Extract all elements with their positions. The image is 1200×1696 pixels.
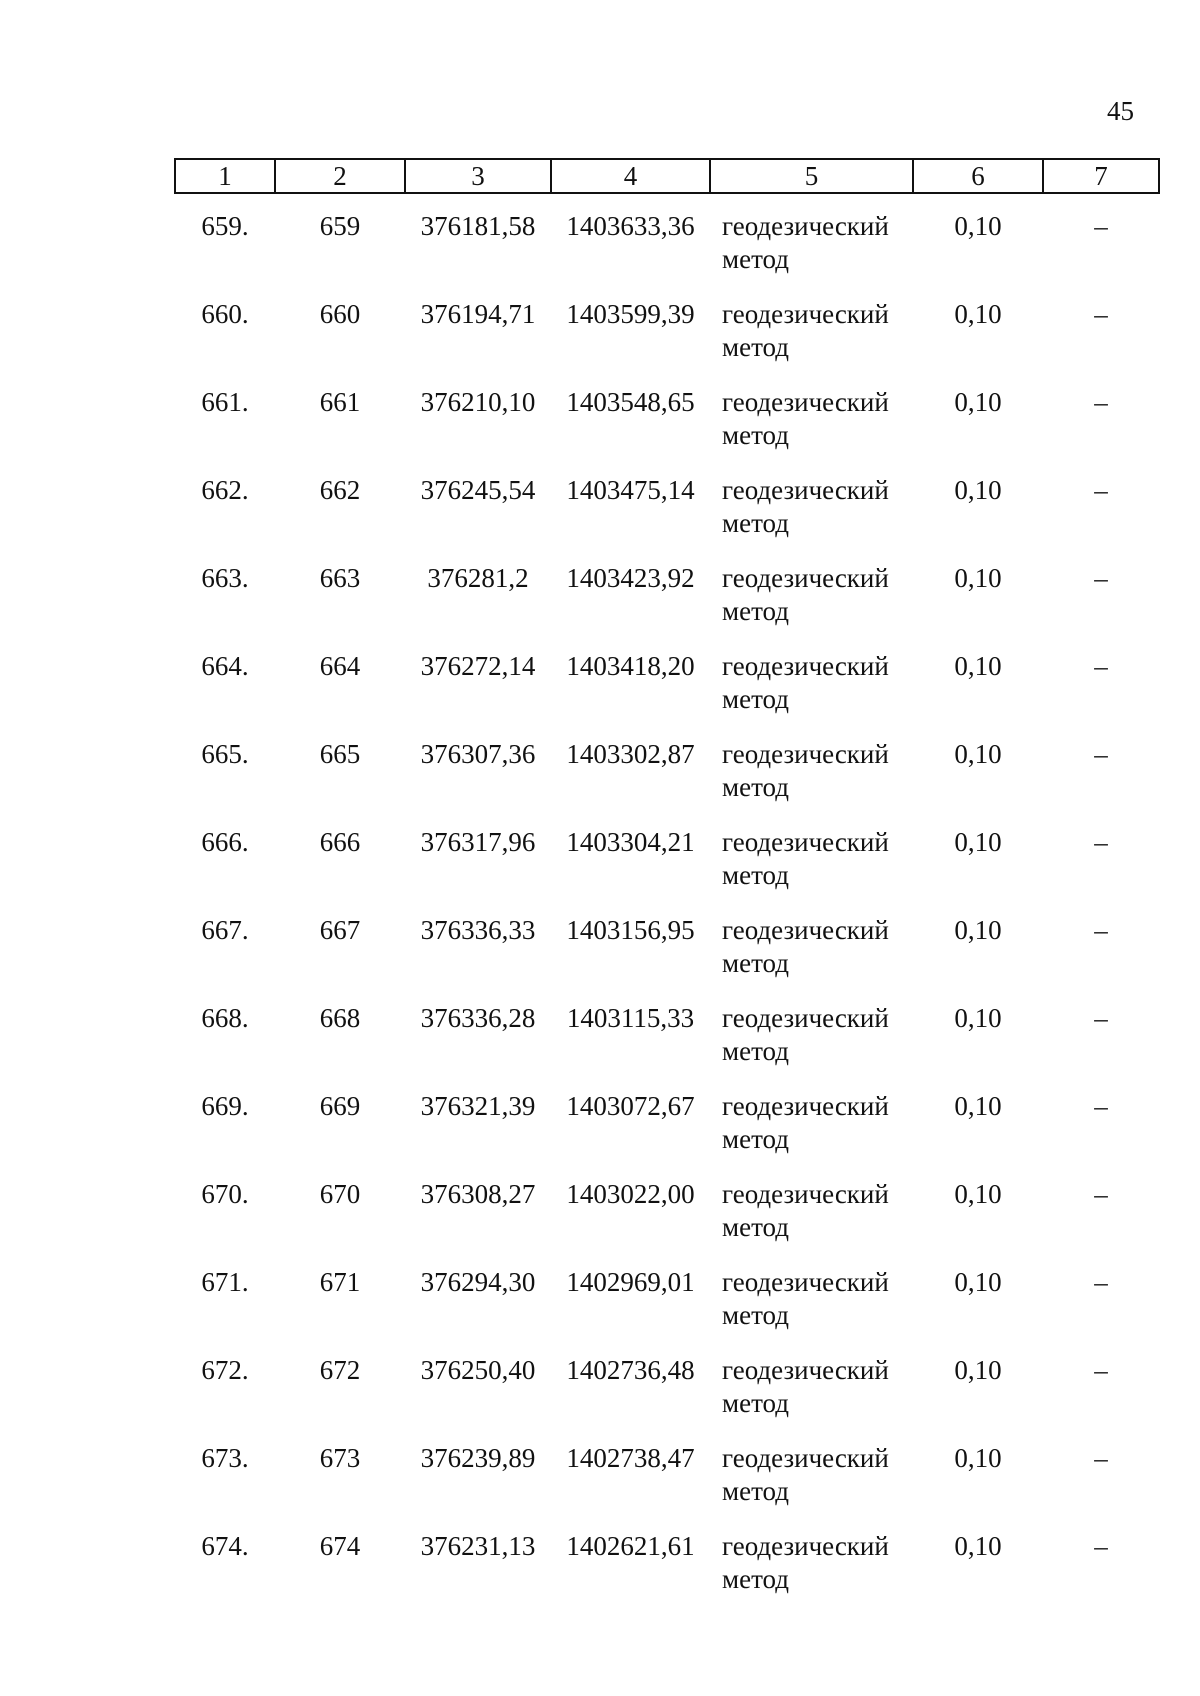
method-cell: [710, 1090, 913, 1178]
note-cell: –: [1094, 1003, 1108, 1033]
header-col-7: 7: [1043, 159, 1159, 193]
note-cell: –: [1094, 563, 1108, 593]
x-coordinate: 376321,39: [420, 1091, 536, 1121]
header-col-6: 6: [913, 159, 1043, 193]
table-row: [175, 738, 1159, 826]
table-row: [175, 1090, 1159, 1178]
row-number: 668.: [201, 1003, 249, 1033]
method-text: геодезический метод: [722, 915, 889, 978]
row-number: 662.: [201, 475, 249, 505]
note-cell: –: [1094, 299, 1108, 329]
table-row: [175, 650, 1159, 738]
method-text: геодезический метод: [722, 299, 889, 362]
point-number: 668: [319, 1003, 361, 1033]
y-coordinate: 1402736,48: [566, 1355, 695, 1385]
method-cell: [710, 562, 913, 650]
note-cell: –: [1094, 1531, 1108, 1561]
accuracy-value: 0,10: [954, 563, 1002, 593]
accuracy-value: 0,10: [954, 1003, 1002, 1033]
point-number: 666: [319, 827, 361, 857]
method-text: геодезический метод: [722, 1091, 889, 1154]
method-text: геодезический метод: [722, 1003, 889, 1066]
note-cell: –: [1094, 1091, 1108, 1121]
y-coordinate: 1402969,01: [566, 1267, 695, 1297]
y-coordinate: 1403115,33: [566, 1003, 695, 1033]
header-col-1: 1: [175, 159, 275, 193]
accuracy-value: 0,10: [954, 651, 1002, 681]
y-coordinate: 1403302,87: [566, 739, 695, 769]
row-number: 665.: [201, 739, 249, 769]
note-cell: –: [1094, 1443, 1108, 1473]
point-number: 674: [319, 1531, 361, 1561]
table-row: [175, 1002, 1159, 1090]
x-coordinate: 376231,13: [420, 1531, 536, 1561]
table-header: [175, 159, 1159, 193]
x-coordinate: 376294,30: [420, 1267, 536, 1297]
table-row: [175, 474, 1159, 562]
y-coordinate: 1403423,92: [566, 563, 695, 593]
header-col-4: 4: [551, 159, 710, 193]
table-row: [175, 298, 1159, 386]
y-coordinate: 1403548,65: [566, 387, 695, 417]
accuracy-value: 0,10: [954, 1443, 1002, 1473]
x-coordinate: 376245,54: [420, 475, 536, 505]
method-text: геодезический метод: [722, 387, 889, 450]
table-row: [175, 193, 1159, 298]
header-row: [175, 159, 1159, 193]
method-cell: [710, 1178, 913, 1266]
method-cell: [710, 738, 913, 826]
row-number: 660.: [201, 299, 249, 329]
note-cell: –: [1094, 915, 1108, 945]
row-number: 664.: [201, 651, 249, 681]
y-coordinate: 1403156,95: [566, 915, 695, 945]
note-cell: –: [1094, 1179, 1108, 1209]
method-cell: [710, 193, 913, 298]
y-coordinate: 1402621,61: [566, 1531, 695, 1561]
accuracy-value: 0,10: [954, 1531, 1002, 1561]
note-cell: –: [1094, 1355, 1108, 1385]
method-cell: [710, 1354, 913, 1442]
method-text: геодезический метод: [722, 1531, 889, 1594]
point-number: 665: [319, 739, 361, 769]
header-col-2: 2: [275, 159, 405, 193]
point-number: 669: [319, 1091, 361, 1121]
method-text: геодезический метод: [722, 1179, 889, 1242]
point-number: 664: [319, 651, 361, 681]
point-number: 672: [319, 1355, 361, 1385]
x-coordinate: 376194,71: [420, 299, 536, 329]
row-number: 659.: [201, 211, 249, 241]
method-cell: [710, 1442, 913, 1530]
point-number: 661: [319, 387, 361, 417]
method-text: геодезический метод: [722, 475, 889, 538]
point-number: 663: [319, 563, 361, 593]
accuracy-value: 0,10: [954, 1355, 1002, 1385]
point-number: 660: [319, 299, 361, 329]
row-number: 667.: [201, 915, 249, 945]
header-col-5: 5: [710, 159, 913, 193]
method-text: геодезический метод: [722, 1267, 889, 1330]
table-row: [175, 1530, 1159, 1618]
y-coordinate: 1403633,36: [566, 211, 695, 241]
x-coordinate: 376239,89: [420, 1443, 536, 1473]
accuracy-value: 0,10: [954, 915, 1002, 945]
x-coordinate: 376336,28: [420, 1003, 536, 1033]
x-coordinate: 376307,36: [420, 739, 536, 769]
accuracy-value: 0,10: [954, 1267, 1002, 1297]
accuracy-value: 0,10: [954, 739, 1002, 769]
point-number: 667: [319, 915, 361, 945]
row-number: 672.: [201, 1355, 249, 1385]
row-number: 674.: [201, 1531, 249, 1561]
accuracy-value: 0,10: [954, 387, 1002, 417]
method-text: геодезический метод: [722, 563, 889, 626]
coordinates-table: [174, 158, 1160, 1618]
page-number: 45: [1107, 96, 1134, 126]
row-number: 666.: [201, 827, 249, 857]
point-number: 670: [319, 1179, 361, 1209]
x-coordinate: 376336,33: [420, 915, 536, 945]
x-coordinate: 376250,40: [420, 1355, 536, 1385]
x-coordinate: 376308,27: [420, 1179, 536, 1209]
table-row: [175, 1178, 1159, 1266]
method-text: геодезический метод: [722, 739, 889, 802]
method-cell: [710, 914, 913, 1002]
note-cell: –: [1094, 827, 1108, 857]
method-text: геодезический метод: [722, 651, 889, 714]
point-number: 671: [319, 1267, 361, 1297]
table-row: [175, 914, 1159, 1002]
point-number: 673: [319, 1443, 361, 1473]
y-coordinate: 1403304,21: [566, 827, 695, 857]
accuracy-value: 0,10: [954, 1091, 1002, 1121]
row-number: 663.: [201, 563, 249, 593]
row-number: 669.: [201, 1091, 249, 1121]
accuracy-value: 0,10: [954, 475, 1002, 505]
note-cell: –: [1094, 387, 1108, 417]
method-cell: [710, 1002, 913, 1090]
y-coordinate: 1403599,39: [566, 299, 695, 329]
row-number: 673.: [201, 1443, 249, 1473]
y-coordinate: 1402738,47: [566, 1443, 695, 1473]
note-cell: –: [1094, 739, 1108, 769]
method-cell: [710, 386, 913, 474]
table-row: [175, 1442, 1159, 1530]
note-cell: –: [1094, 475, 1108, 505]
y-coordinate: 1403022,00: [566, 1179, 695, 1209]
method-cell: [710, 1266, 913, 1354]
note-cell: –: [1094, 1267, 1108, 1297]
table-row: [175, 386, 1159, 474]
method-cell: [710, 650, 913, 738]
method-text: геодезический метод: [722, 211, 889, 274]
method-text: геодезический метод: [722, 1355, 889, 1418]
y-coordinate: 1403072,67: [566, 1091, 695, 1121]
row-number: 671.: [201, 1267, 249, 1297]
method-cell: [710, 1530, 913, 1618]
x-coordinate: 376210,10: [420, 387, 536, 417]
note-cell: –: [1094, 211, 1108, 241]
accuracy-value: 0,10: [954, 827, 1002, 857]
method-text: геодезический метод: [722, 827, 889, 890]
point-number: 659: [319, 211, 361, 241]
note-cell: –: [1094, 651, 1108, 681]
method-text: геодезический метод: [722, 1443, 889, 1506]
x-coordinate: 376272,14: [420, 651, 536, 681]
table-row: [175, 562, 1159, 650]
table-row: [175, 1266, 1159, 1354]
y-coordinate: 1403475,14: [566, 475, 695, 505]
method-cell: [710, 826, 913, 914]
x-coordinate: 376181,58: [420, 211, 536, 241]
x-coordinate: 376281,2: [427, 563, 529, 593]
accuracy-value: 0,10: [954, 299, 1002, 329]
row-number: 661.: [201, 387, 249, 417]
y-coordinate: 1403418,20: [566, 651, 695, 681]
method-cell: [710, 474, 913, 562]
table-row: [175, 1354, 1159, 1442]
accuracy-value: 0,10: [954, 211, 1002, 241]
table-row: [175, 826, 1159, 914]
table-body: [175, 193, 1159, 1618]
point-number: 662: [319, 475, 361, 505]
method-cell: [710, 298, 913, 386]
row-number: 670.: [201, 1179, 249, 1209]
accuracy-value: 0,10: [954, 1179, 1002, 1209]
x-coordinate: 376317,96: [420, 827, 536, 857]
header-col-3: 3: [405, 159, 551, 193]
